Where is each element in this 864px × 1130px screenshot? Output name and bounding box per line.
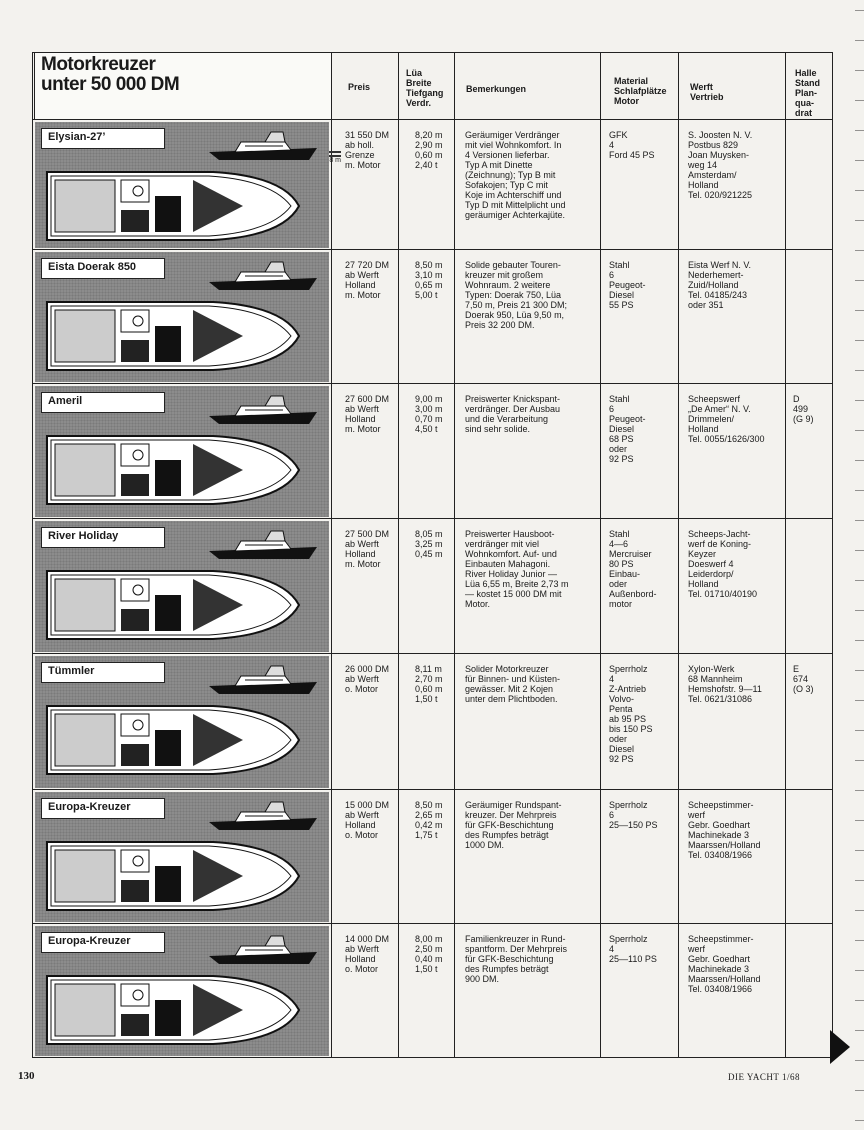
material-cell: GFK 4 Ford 45 PS [609, 130, 655, 160]
price-cell: 31 550 DM ab holl. Grenze m. Motor [345, 130, 390, 170]
boat-side-view [205, 660, 325, 700]
dimensions-cell: 8,50 m 2,65 m 0,42 m 1,75 t [415, 800, 443, 840]
boat-side-view [205, 796, 325, 836]
shipyard-cell: Scheeps-Jacht- werf de Koning- Keyzer Doeswerf 4 Leiderdorp/ Holland Tel. 01710/40190 [688, 529, 758, 599]
material-cell: Sperrholz 6 25—150 PS [609, 800, 658, 830]
price-cell: 27 600 DM ab Werft Holland m. Motor [345, 394, 390, 434]
page-title [41, 55, 179, 95]
header-werft: Werft Vertrieb [690, 82, 724, 102]
shipyard-cell: Eista Werf N. V. Nederhemert- Zuid/Holland Tel. 04185/243 oder 351 [688, 260, 752, 310]
remarks-cell: Geräumiger Rundspant- kreuzer. Der Mehrpreis für GFK-Beschichtung des Rumpfes beträgt 1000 DM. [465, 800, 562, 850]
remarks-cell: Preiswerter Hausboot- verdränger mit viel Wohnkomfort. Auf- und Einbauten Mahagoni. River Holiday Junior — Lüa 6,55 m, Breite 2,73 m — kostet 15 000 DM mit Motor. [465, 529, 569, 609]
dimensions-cell: 8,20 m 2,90 m 0,60 m 2,40 t [415, 130, 443, 170]
boat-name: Elysian-27’ [41, 128, 165, 149]
boat-illustration [35, 792, 329, 922]
boat-row [33, 519, 833, 652]
remarks-cell: Familienkreuzer in Rund- spantform. Der Mehrpreis für GFK-Beschichtung des Rumpfes beträgt 900 DM. [465, 934, 568, 984]
price-cell: 27 720 DM ab Werft Holland m. Motor [345, 260, 390, 300]
shipyard-cell: Scheepswerf „De Amer“ N. V. Drimmelen/ Holland Tel. 0055/1626/300 [688, 394, 765, 444]
boat-side-view [205, 256, 325, 296]
remarks-cell: Preiswerter Knickspant- verdränger. Der Ausbau und die Verarbeitung sind sehr solide. [465, 394, 561, 434]
dimensions-cell: 8,05 m 3,25 m 0,45 m [415, 529, 443, 559]
boat-deck-plan [43, 430, 303, 510]
boat-side-view [205, 390, 325, 430]
title-line-2: unter 50 000 DM [41, 74, 180, 95]
boat-side-view [205, 126, 325, 166]
header-lua: Lüa Breite Tiefgang Verdr. [406, 68, 444, 108]
boat-illustration [35, 926, 329, 1056]
shipyard-cell: Scheepstimmer- werf Gebr. Goedhart Machinekade 3 Maarssen/Holland Tel. 03408/1966 [688, 934, 761, 994]
boat-illustration [35, 252, 329, 382]
boat-deck-plan [43, 970, 303, 1050]
dimensions-cell: 8,00 m 2,50 m 0,40 m 1,50 t [415, 934, 443, 974]
page-number: 130 [18, 1070, 35, 1082]
price-cell: 14 000 DM ab Werft Holland o. Motor [345, 934, 390, 974]
material-cell: Stahl 6 Peugeot- Diesel 55 PS [609, 260, 646, 310]
remarks-cell: Solider Motorkreuzer für Binnen- und Küsten- gewässer. Mit 2 Kojen unter dem Plichtboden. [465, 664, 561, 704]
header-halle: Halle Stand Plan- qua- drat [795, 68, 821, 118]
boat-illustration [35, 122, 329, 248]
boat-illustration [35, 656, 329, 788]
remarks-cell: Geräumiger Verdränger mit viel Wohnkomfort. In 4 Versionen lieferbar. Typ A mit Dinette (Zeichnung); Typ B mit Sofakojen; Typ C mit Koje im Achterschiff und Typ D mit Mittelplicht und geräumiger Achterkajüte. [465, 130, 566, 220]
boat-name: Ameril [41, 392, 165, 413]
dimensions-cell: 8,11 m 2,70 m 0,60 m 1,50 t [415, 664, 443, 704]
boat-deck-plan [43, 836, 303, 916]
boat-illustration [35, 521, 329, 652]
grid-line [32, 1057, 832, 1058]
boat-side-view [205, 930, 325, 970]
boat-name: Europa-Kreuzer [41, 798, 165, 819]
boat-row [33, 924, 833, 1056]
page-edge [855, 0, 864, 1130]
header-preis: Preis [348, 82, 371, 92]
dimensions-cell: 9,00 m 3,00 m 0,70 m 4,50 t [415, 394, 443, 434]
price-cell: 27 500 DM ab Werft Holland m. Motor [345, 529, 390, 569]
boat-row [33, 384, 833, 517]
shipyard-cell: Xylon-Werk 68 Mannheim Hemshofstr. 9—11 Tel. 0621/31086 [688, 664, 762, 704]
title-line-1: Motorkreuzer [41, 54, 156, 75]
hall-stand-cell: E 674 (O 3) [793, 664, 814, 694]
boat-side-view [205, 525, 325, 565]
price-cell: 15 000 DM ab Werft Holland o. Motor [345, 800, 390, 840]
shipyard-cell: Scheepstimmer- werf Gebr. Goedhart Machinekade 3 Maarssen/Holland Tel. 03408/1966 [688, 800, 761, 860]
boat-name: Tümmler [41, 662, 165, 683]
boat-row [33, 250, 833, 382]
boat-deck-plan [43, 296, 303, 376]
boat-name: Europa-Kreuzer [41, 932, 165, 953]
material-cell: Stahl 6 Peugeot- Diesel 68 PS oder 92 PS [609, 394, 646, 464]
shipyard-cell: S. Joosten N. V. Postbus 829 Joan Muysken- weg 14 Amsterdam/ Holland Tel. 020/921225 [688, 130, 753, 200]
material-cell: Stahl 4—6 Mercruiser 80 PS Einbau- oder Außenbord- motor [609, 529, 657, 609]
boat-deck-plan [43, 700, 303, 780]
material-cell: Sperrholz 4 25—110 PS [609, 934, 657, 964]
boat-name: River Holiday [41, 527, 165, 548]
magazine-issue: DIE YACHT 1/68 [728, 1072, 800, 1082]
boat-illustration [35, 386, 329, 517]
boat-name: Eista Doerak 850 [41, 258, 165, 279]
price-cell: 26 000 DM ab Werft o. Motor [345, 664, 390, 694]
scale-label: 8 m [329, 157, 341, 164]
boat-deck-plan [43, 166, 303, 246]
boat-row [33, 790, 833, 922]
header-material: Material Schlafplätze Motor [614, 76, 667, 106]
material-cell: Sperrholz 4 Z-Antrieb Volvo- Penta ab 95 PS bis 150 PS oder Diesel 92 PS [609, 664, 653, 764]
next-page-arrow-icon [830, 1030, 850, 1064]
boat-row [33, 120, 833, 248]
boat-row [33, 654, 833, 788]
dimensions-cell: 8,50 m 3,10 m 0,65 m 5,00 t [415, 260, 443, 300]
header-bemerkungen: Bemerkungen [466, 84, 527, 94]
boat-deck-plan [43, 565, 303, 645]
remarks-cell: Solide gebauter Touren- kreuzer mit großem Wohnraum. 2 weitere Typen: Doerak 750, Lüa 7,50 m, Preis 21 300 DM; Doerak 950, Lüa 9,50 m, Preis 32 200 DM. [465, 260, 568, 330]
hall-stand-cell: D 499 (G 9) [793, 394, 814, 424]
